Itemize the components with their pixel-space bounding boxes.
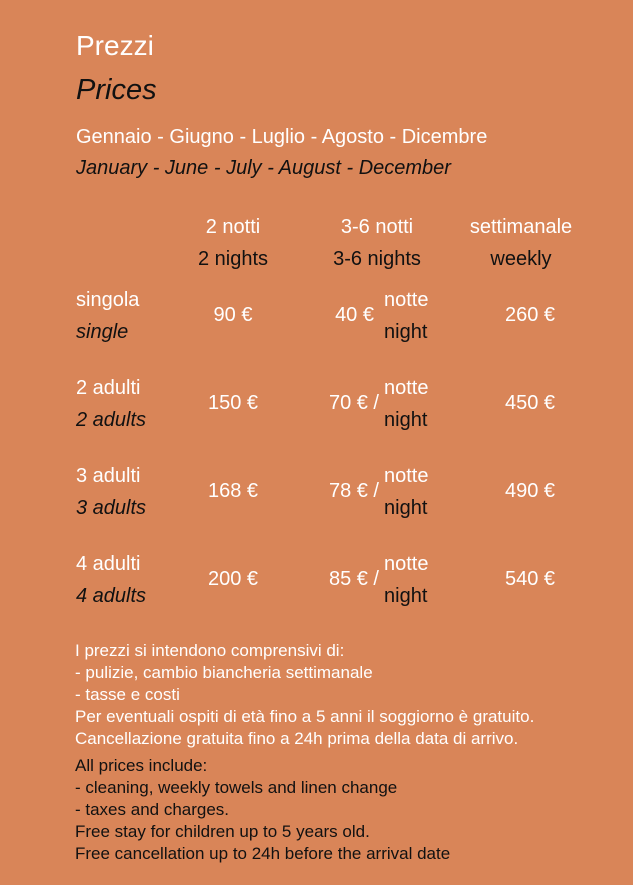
season-months-en: January - June - July - August - December — [76, 157, 451, 179]
unit-label-it: notte — [384, 553, 429, 575]
column-header-label-en: 2 nights — [197, 248, 269, 270]
page-title-it: Prezzi — [76, 30, 154, 61]
per-night-unit — [384, 553, 428, 608]
row-label-it: singola — [76, 289, 140, 311]
note-line: Free cancellation up to 24h before the arrival date — [75, 844, 451, 863]
notes-english — [75, 755, 450, 865]
note-line: - cleaning, weekly towels and linen change — [75, 778, 398, 797]
price-per-night: 70 € / — [328, 392, 379, 414]
unit-label-en: night — [384, 497, 428, 519]
column-header-label-en: 3-6 nights — [333, 248, 421, 270]
price-per-night: 40 € — [335, 304, 374, 326]
row-label-4-adults — [76, 553, 146, 608]
unit-label-en: night — [384, 321, 428, 343]
price-weekly: 540 € — [504, 568, 556, 590]
price-weekly: 490 € — [504, 480, 556, 502]
column-header-label-en: weekly — [490, 248, 552, 270]
row-label-en: 4 adults — [76, 585, 147, 607]
unit-label-en: night — [384, 409, 428, 431]
note-line: Cancellazione gratuita fino a 24h prima della data di arrivo. — [75, 729, 519, 748]
row-label-it: 2 adulti — [76, 377, 141, 399]
row-label-2-adults — [76, 377, 146, 432]
note-line: Free stay for children up to 5 years old. — [75, 822, 370, 841]
price-two-nights: 168 € — [207, 480, 259, 502]
column-header-label-it: settimanale — [469, 216, 573, 238]
price-weekly: 450 € — [504, 392, 556, 414]
column-header-weekly — [441, 216, 601, 271]
note-line: I prezzi si intendono comprensivi di: — [75, 641, 345, 660]
column-header-label-it: 3-6 notti — [340, 216, 414, 238]
price-two-nights: 200 € — [207, 568, 259, 590]
per-night-unit — [384, 377, 428, 432]
unit-label-it: notte — [384, 377, 429, 399]
note-line: - taxes and charges. — [75, 800, 230, 819]
row-label-3-adults — [76, 465, 146, 520]
unit-label-it: notte — [384, 289, 429, 311]
note-line: - tasse e costi — [75, 685, 180, 704]
note-line: - pulizie, cambio biancheria settimanale — [75, 663, 373, 682]
notes-italian — [75, 640, 534, 750]
row-label-en: 2 adults — [76, 409, 147, 431]
page-title-en: Prices — [76, 74, 157, 106]
row-label-en: single — [76, 321, 129, 343]
price-two-nights: 150 € — [207, 392, 259, 414]
per-night-unit — [384, 289, 428, 344]
row-label-it: 3 adulti — [76, 465, 141, 487]
note-line: All prices include: — [75, 756, 208, 775]
price-per-night: 78 € / — [328, 480, 379, 502]
note-line: Per eventuali ospiti di età fino a 5 anni il soggiorno è gratuito. — [75, 707, 535, 726]
unit-label-it: notte — [384, 465, 429, 487]
unit-label-en: night — [384, 585, 428, 607]
row-label-en: 3 adults — [76, 497, 147, 519]
season-months-it: Gennaio - Giugno - Luglio - Agosto - Dicembre — [76, 126, 488, 148]
row-label-it: 4 adulti — [76, 553, 141, 575]
price-per-night: 85 € / — [328, 568, 379, 590]
column-header-2-nights — [153, 216, 313, 271]
price-two-nights: 90 € — [213, 304, 253, 326]
column-header-label-it: 2 notti — [205, 216, 261, 238]
row-label-single — [76, 289, 139, 344]
column-header-3-6-nights — [297, 216, 457, 271]
price-weekly: 260 € — [504, 304, 556, 326]
per-night-unit — [384, 465, 428, 520]
